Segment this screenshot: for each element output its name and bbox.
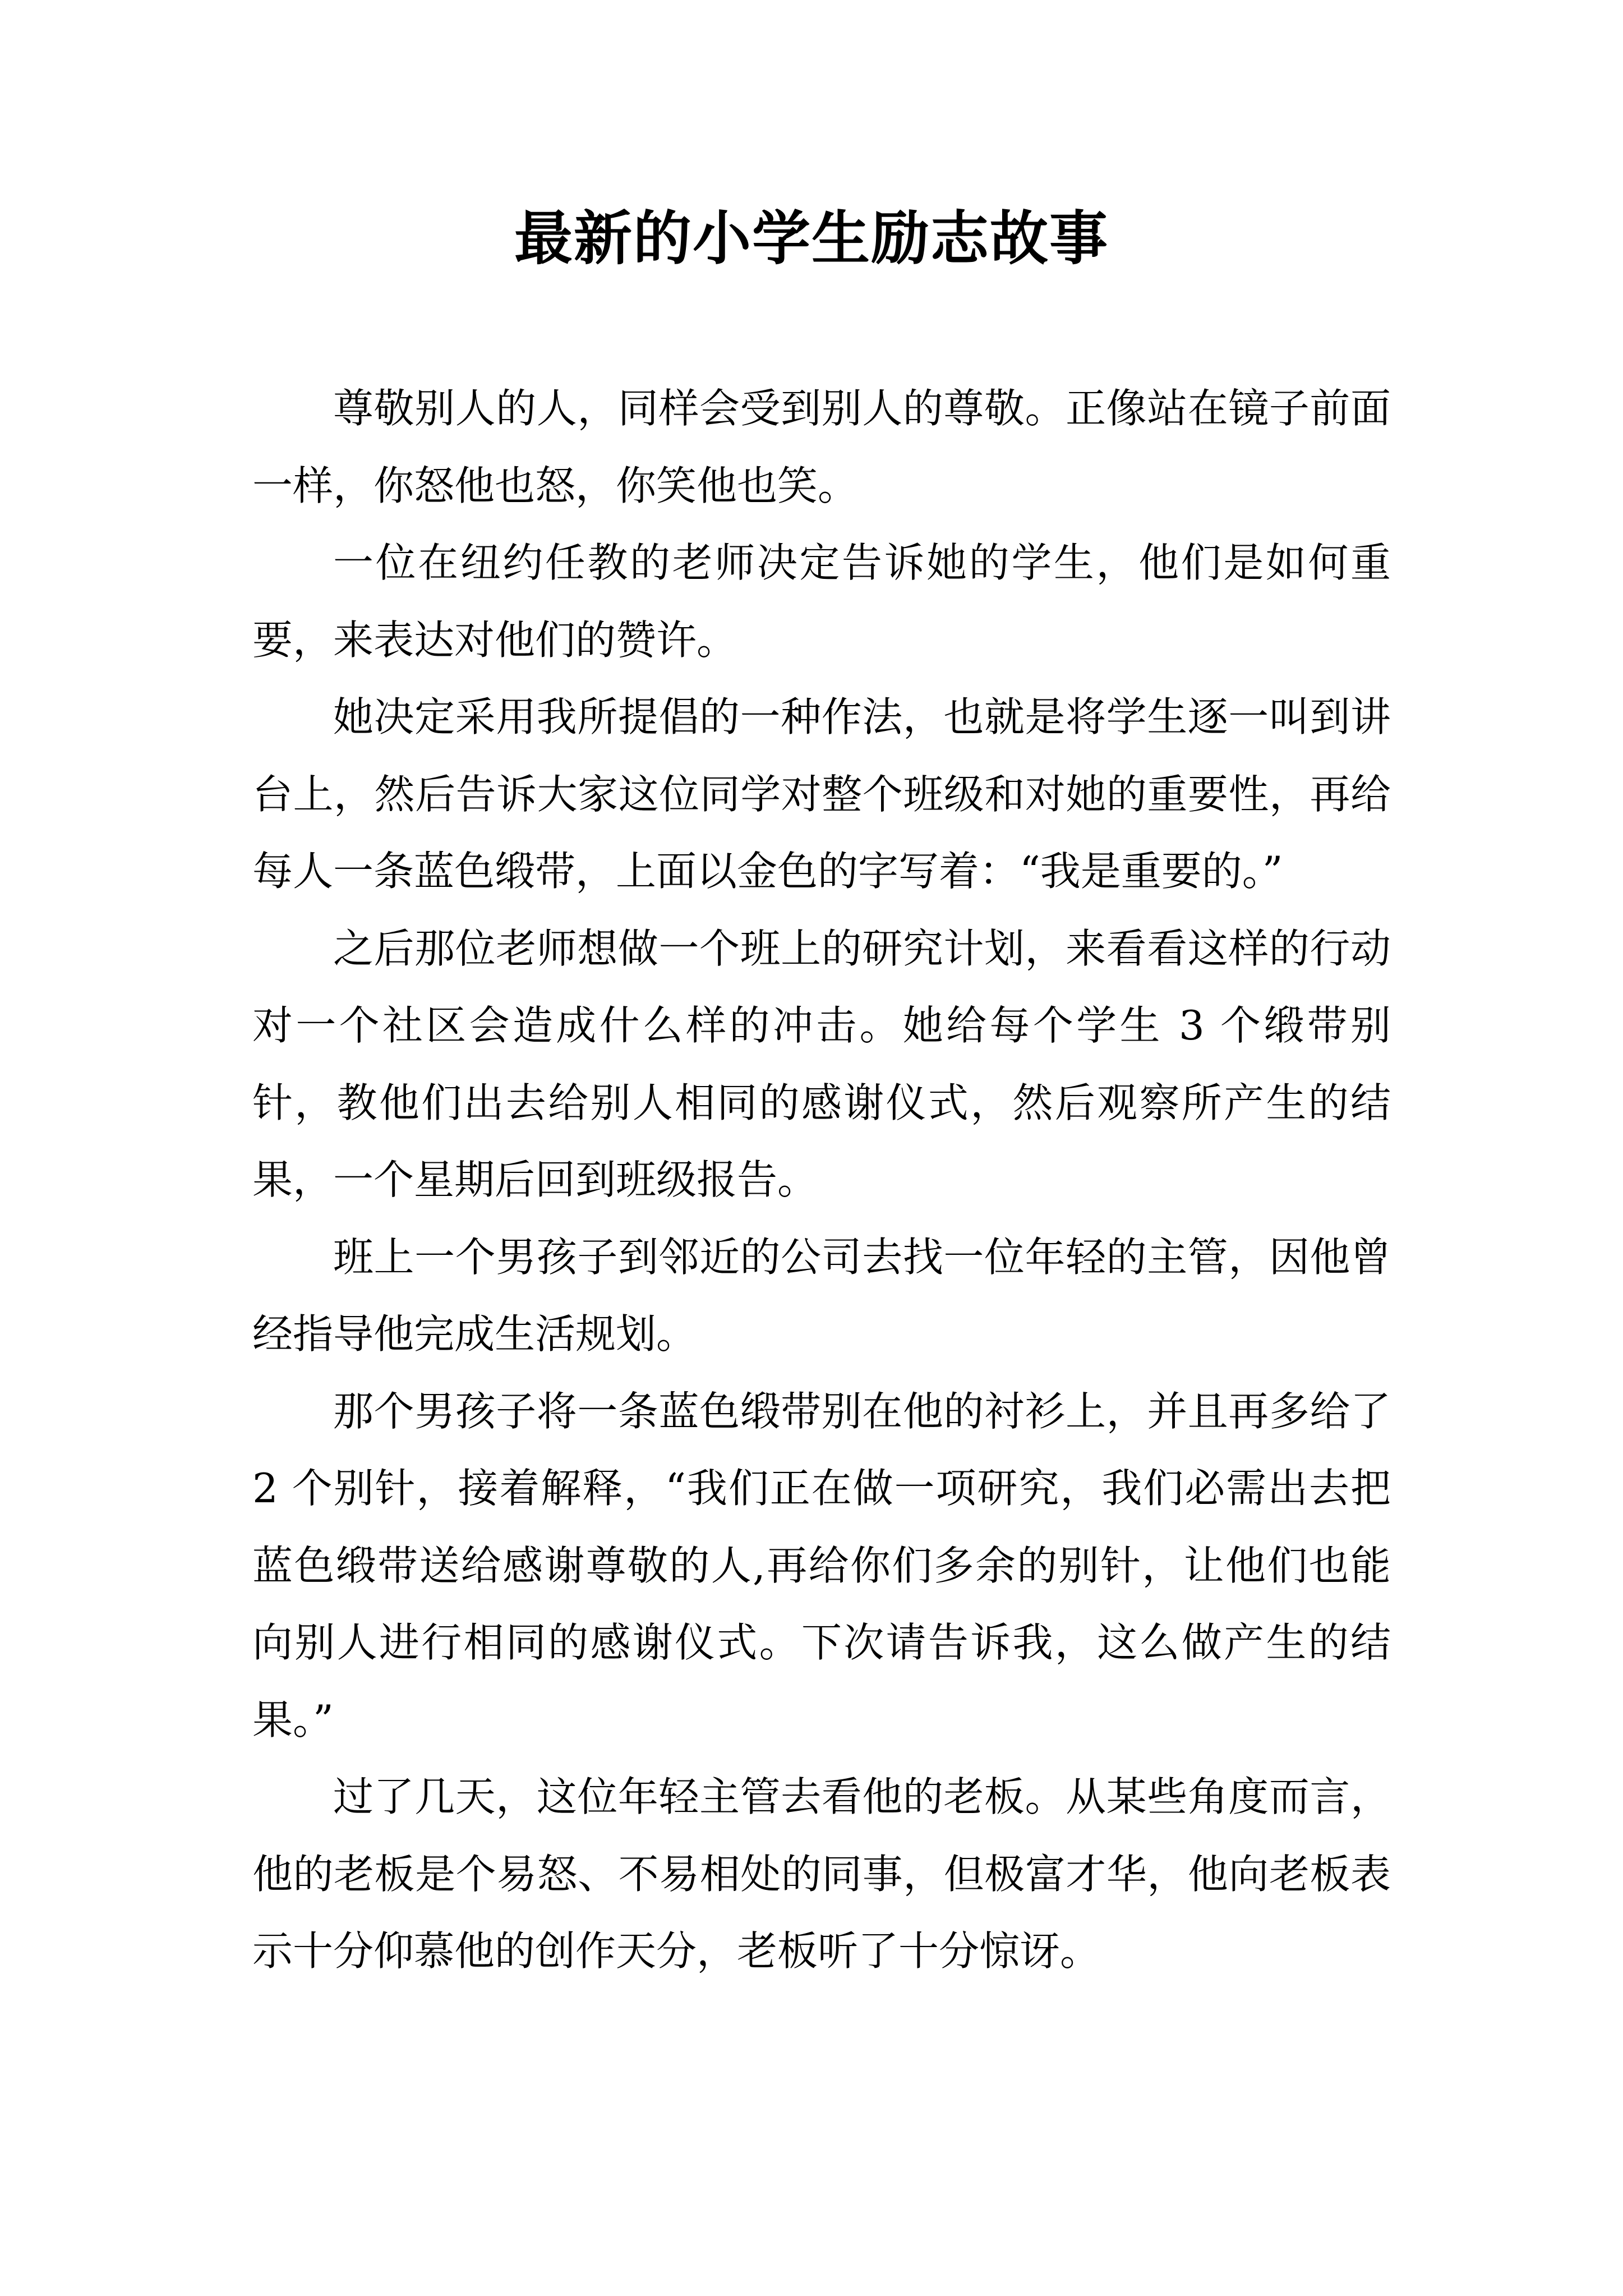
paragraph-6: 那个男孩子将一条蓝色缎带别在他的衬衫上，并且再多给了 2 个别针，接着解释，“我们正在做一项研究，我们必需出去把蓝色缎带送给感谢尊敬的人,再给你们多余的别针，让他们也能向别人进行相同的感谢仪式。下次请告诉我，这么做产生的结果。” — [252, 1387, 1391, 1743]
document-title: 最新的小学生励志故事 — [514, 204, 1109, 273]
paragraph-1: 尊敬别人的人，同样会受到别人的尊敬。正像站在镜子前面一样，你怒他也怒，你笑他也笑。 — [252, 385, 1391, 509]
paragraph-3: 她决定采用我所提倡的一种作法，也就是将学生逐一叫到讲台上，然后告诉大家这位同学对整个班级和对她的重要性，再给每人一条蓝色缎带，上面以金色的字写着：“我是重要的。” — [252, 693, 1391, 895]
paragraph-4: 之后那位老师想做一个班上的研究计划，来看看这样的行动对一个社区会造成什么样的冲击。她给每个学生 3 个缎带别针，教他们出去给别人相同的感谢仪式，然后观察所产生的结果，一个星期后回到班级报告。 — [252, 924, 1391, 1203]
document-body — [252, 370, 1391, 1990]
paragraph-7: 过了几天，这位年轻主管去看他的老板。从某些角度而言，他的老板是个易怒、不易相处的同事，但极富才华，他向老板表示十分仰慕他的创作天分，老板听了十分惊讶。 — [252, 1773, 1391, 1975]
paragraph-2: 一位在纽约任教的老师决定告诉她的学生，他们是如何重要，来表达对他们的赞许。 — [252, 539, 1391, 664]
paragraph-5: 班上一个男孩子到邻近的公司去找一位年轻的主管，因他曾经指导他完成生活规划。 — [252, 1233, 1391, 1358]
